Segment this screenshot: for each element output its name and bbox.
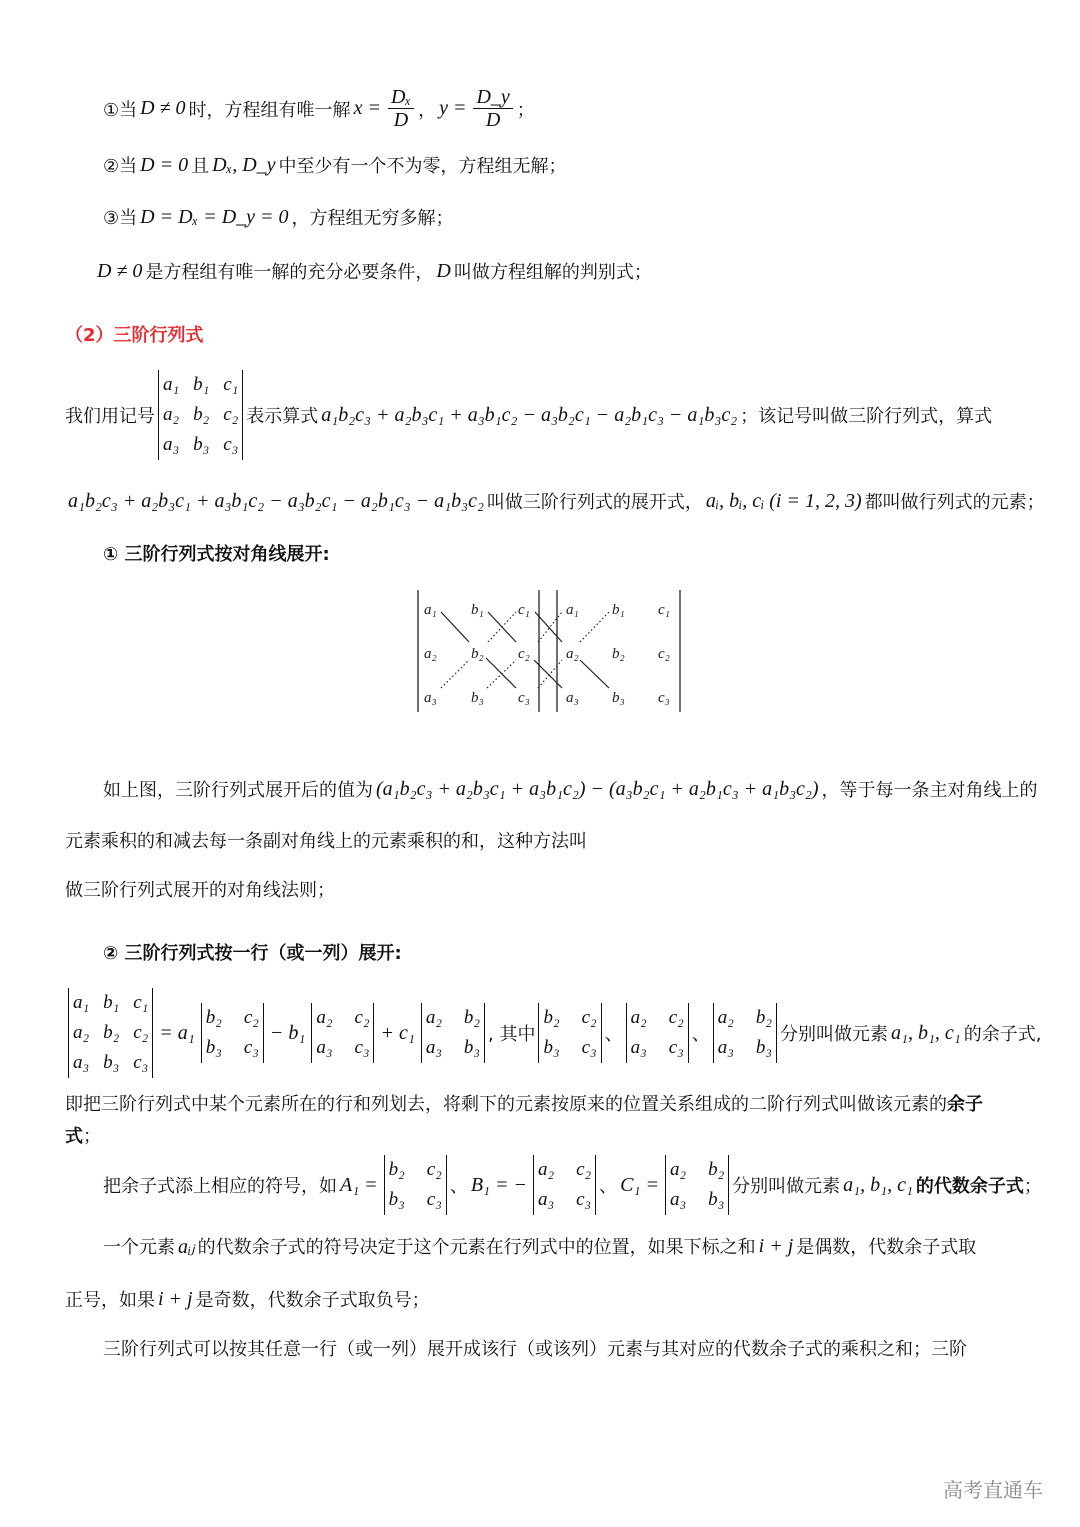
det-entry: a₂ <box>73 1022 90 1043</box>
det-entry: a₁ <box>163 374 180 395</box>
minor-c1 <box>665 1155 729 1215</box>
det-entry: a₃ <box>630 1037 647 1058</box>
minor-definition <box>65 1090 983 1116</box>
text: 都叫做行列式的元素； <box>864 492 1045 513</box>
main-diagonal-line <box>441 612 469 642</box>
det-entry: c₁ <box>223 374 239 395</box>
math: D = 0 <box>140 153 189 176</box>
bold-term: 的代数余子式 <box>915 1176 1024 1197</box>
diagonal-rule-diagram <box>400 580 700 720</box>
minor-b1 <box>533 1155 596 1215</box>
det-entry: a₃ <box>425 1037 442 1058</box>
det-entry: a₃ <box>538 1189 555 1210</box>
det-entry: b₃ <box>755 1037 773 1058</box>
minor-c1 <box>421 1003 485 1063</box>
det-entry: b₂ <box>205 1007 222 1028</box>
det-entry: c₃ <box>133 1052 149 1073</box>
det-entry: a₂ <box>669 1159 687 1180</box>
text: 一个元素 <box>103 1237 175 1258</box>
text: ②当 <box>103 156 138 177</box>
det-entry: c₂ <box>668 1007 684 1028</box>
diagonal-explanation <box>103 776 1038 802</box>
math: D <box>436 259 451 282</box>
det-entry: a₃ <box>73 1052 90 1073</box>
math: y = <box>439 97 467 119</box>
text: 分别叫做元素 <box>780 1024 889 1045</box>
math: D ≠ 0 <box>140 97 186 119</box>
det-entry: b₃ <box>103 1052 120 1073</box>
text: 叫做方程组解的判别式； <box>453 262 652 283</box>
subheading-diagonal: ① 三阶行列式按对角线展开: <box>103 544 330 565</box>
det-entry: b₁ <box>103 992 120 1013</box>
text: 、 <box>604 1024 623 1045</box>
text: 且 <box>191 156 210 177</box>
det-entry: c₁ <box>133 992 149 1013</box>
det-entry: a₂ <box>630 1007 647 1028</box>
det-entry: b₂ <box>103 1022 120 1043</box>
math: i + j <box>158 1287 193 1310</box>
math: a₁, b₁, c₁ <box>843 1173 913 1196</box>
diagram-entry: b₃ <box>471 690 484 706</box>
text: 、 <box>449 1176 468 1197</box>
det-entry: b₂ <box>463 1007 481 1028</box>
math: − b₁ <box>269 1021 306 1044</box>
det-entry: c₂ <box>243 1007 259 1028</box>
text: 叫做三阶行列式的展开式， <box>486 492 703 513</box>
text: 、 <box>599 1176 618 1197</box>
text: ， <box>418 99 437 121</box>
numerator: D_y <box>473 86 512 109</box>
math: D ≠ 0 <box>97 259 143 282</box>
case-infinite-solutions <box>103 204 454 230</box>
det-entry: c₃ <box>576 1189 592 1210</box>
det-entry: b₂ <box>708 1159 725 1180</box>
case-no-solution <box>103 152 567 178</box>
diagram-entry: b₂ <box>612 646 625 662</box>
text: ③当 <box>103 208 138 229</box>
denominator: D <box>393 109 409 131</box>
diagram-entry: a₁ <box>424 602 437 618</box>
det-entry: a₂ <box>717 1007 734 1028</box>
text: 是方程组有唯一解的充分必要条件， <box>145 262 434 283</box>
diagram-entry: a₃ <box>424 690 437 706</box>
text: 即把三阶行列式中某个元素所在的行和列划去，将剩下的元素按原来的位置关系组成的二阶行列式叫做该元素的 <box>65 1094 947 1115</box>
text: 正号，如果 <box>65 1290 155 1311</box>
text: ，等于每一条主对角线上的 <box>821 780 1038 801</box>
det-entry: b₂ <box>193 404 210 425</box>
text: ①当 <box>103 99 138 121</box>
math: + c₁ <box>380 1021 415 1044</box>
diagram-entry: a₂ <box>424 646 437 662</box>
sign-rule <box>103 1233 976 1259</box>
text: ； <box>516 99 535 121</box>
det-entry: a₃ <box>669 1189 687 1210</box>
diagram-entry: c₂ <box>518 646 530 662</box>
math: aᵢⱼ <box>178 1235 195 1258</box>
text: 我们用记号 <box>65 406 155 427</box>
case-unique-solution <box>103 86 535 131</box>
subheading-row-expansion: ② 三阶行列式按一行（或一列）展开: <box>103 943 402 964</box>
det-entry: c₃ <box>581 1037 597 1058</box>
math: Dₓ, D_y <box>212 153 276 176</box>
det-entry: b₁ <box>193 374 210 395</box>
text: 、 <box>691 1024 710 1045</box>
text: ； <box>83 1126 101 1147</box>
minor-definition-cont <box>65 1122 101 1148</box>
expansion-definition <box>65 488 1045 514</box>
text: 的余子式, <box>963 1024 1042 1045</box>
diagram-entry: b₃ <box>612 690 625 706</box>
det-entry: c₃ <box>243 1037 259 1058</box>
det-entry: a₁ <box>73 992 90 1013</box>
det-entry: b₃ <box>463 1037 481 1058</box>
math: aᵢ, bᵢ, cᵢ (i = 1, 2, 3) <box>705 489 862 512</box>
discriminant-note <box>94 258 652 284</box>
det-entry: a₂ <box>316 1007 333 1028</box>
det-entry: c₂ <box>354 1007 370 1028</box>
text: 的代数余子式的符号决定于这个元素在行列式中的位置，如果下标之和 <box>197 1237 756 1258</box>
determinant-3x3 <box>158 370 243 460</box>
math: x = <box>353 97 381 119</box>
diagram-entry: b₂ <box>471 646 484 662</box>
main-diagonal-line <box>486 658 516 688</box>
det-entry: c₂ <box>426 1159 442 1180</box>
diagram-entry: c₁ <box>658 602 670 618</box>
det-entry: c₃ <box>223 434 239 455</box>
watermark: 高考直通车 <box>943 1478 1043 1502</box>
text: , 其中 <box>488 1024 536 1045</box>
text: 分别叫做元素 <box>732 1176 841 1197</box>
text: 中至少有一个不为零，方程组无解； <box>278 156 567 177</box>
text: 表示算式 <box>246 406 319 427</box>
anti-diagonal-line <box>580 612 609 642</box>
det-entry: a₃ <box>163 434 180 455</box>
math: i + j <box>758 1234 794 1257</box>
math: (a₁b₂c₃ + a₂b₃c₁ + a₃b₁c₂) − (a₃b₂c₁ + a₂b₁c₃ + a₁b₃c₂) <box>376 777 819 800</box>
diagram-entry: c₂ <box>658 646 670 662</box>
main-diagonal-line <box>534 660 562 688</box>
det-entry: a₃ <box>316 1037 333 1058</box>
det-entry: a₂ <box>538 1159 555 1180</box>
minor-a1 <box>384 1155 447 1215</box>
text: 把余子式添上相应的符号，如 <box>103 1176 337 1197</box>
determinant-3x3 <box>68 988 153 1078</box>
det-entry: b₂ <box>755 1007 773 1028</box>
bold-term: 余子 <box>947 1094 983 1115</box>
diagram-entry: c₁ <box>518 602 530 618</box>
text-line: 三阶行列式可以按其任意一行（或一列）展开成该行（或该列）元素与其对应的代数余子式的乘积之和；三阶 <box>103 1339 967 1360</box>
denominator: D <box>485 109 501 131</box>
anti-diagonal-line <box>441 660 469 688</box>
det-entry: c₂ <box>581 1007 597 1028</box>
det-entry: b₃ <box>388 1189 405 1210</box>
cofactor-definition <box>103 1155 1042 1215</box>
det-entry: a₃ <box>717 1037 734 1058</box>
det-entry: b₃ <box>205 1037 222 1058</box>
cofactor-expansion <box>65 988 1042 1078</box>
text-line: 做三阶行列式展开的对角线法则； <box>65 880 335 901</box>
math: C₁ = <box>620 1173 659 1196</box>
diagram-entry: b₁ <box>612 602 625 618</box>
diagram-entry: c₃ <box>518 690 530 706</box>
diagram-entry: c₃ <box>658 690 670 706</box>
det-entry: c₂ <box>576 1159 592 1180</box>
text: ； <box>1023 1176 1042 1197</box>
det-entry: b₃ <box>708 1189 725 1210</box>
text: 时，方程组有唯一解 <box>188 99 351 121</box>
text: 是奇数，代数余子式取负号； <box>195 1290 430 1311</box>
numerator: Dₓ <box>388 86 414 109</box>
minor-a1 <box>201 1003 264 1063</box>
math: A₁ = <box>340 1173 378 1196</box>
bold-term: 式 <box>65 1126 83 1147</box>
math: B₁ = − <box>470 1173 527 1196</box>
math: = a₁ <box>159 1021 195 1044</box>
minor-b1 <box>311 1003 374 1063</box>
det-entry: b₃ <box>193 434 210 455</box>
det-entry: c₃ <box>668 1037 684 1058</box>
det-entry: c₃ <box>426 1189 442 1210</box>
sign-rule-cont <box>65 1286 430 1312</box>
text: 如上图，三阶行列式展开后的值为 <box>103 780 373 801</box>
section-heading: （2）三阶行列式 <box>65 325 204 346</box>
fraction-x <box>388 86 414 131</box>
diagram-entry: a₂ <box>566 646 579 662</box>
main-diagonal-line <box>580 660 609 688</box>
definition-line <box>65 370 992 460</box>
text: ；该记号叫做三阶行列式，算式 <box>740 406 993 427</box>
diagram-entry: a₃ <box>566 690 579 706</box>
det-entry: a₂ <box>425 1007 442 1028</box>
det-entry: b₃ <box>543 1037 560 1058</box>
math: a₁, b₁, c₁ <box>891 1021 961 1044</box>
fraction-y <box>473 86 512 131</box>
det-entry: b₂ <box>543 1007 560 1028</box>
minor-a1 <box>538 1003 601 1063</box>
minor-b1 <box>626 1003 689 1063</box>
diagram-entry: b₁ <box>471 602 484 618</box>
diagram-entry: a₁ <box>566 602 579 618</box>
math: D = Dₓ = D_y = 0 <box>140 205 289 228</box>
det-entry: c₃ <box>354 1037 370 1058</box>
det-entry: c₂ <box>133 1022 149 1043</box>
text: ，方程组无穷多解； <box>291 208 454 229</box>
text: 是偶数，代数余子式取 <box>796 1237 977 1258</box>
math: a₁b₂c₃ + a₂b₃c₁ + a₃b₁c₂ − a₃b₂c₁ − a₂b₁c₃ − a₁b₃c₂ <box>321 403 738 426</box>
det-entry: b₂ <box>388 1159 405 1180</box>
minor-c1 <box>713 1003 777 1063</box>
text-line: 元素乘积的和减去每一条副对角线上的元素乘积的和，这种方法叫 <box>65 831 587 852</box>
det-entry: c₂ <box>223 404 239 425</box>
math: a₁b₂c₃ + a₂b₃c₁ + a₃b₁c₂ − a₃b₂c₁ − a₂b₁c₃ − a₁b₃c₂ <box>68 489 484 512</box>
det-entry: a₂ <box>163 404 180 425</box>
